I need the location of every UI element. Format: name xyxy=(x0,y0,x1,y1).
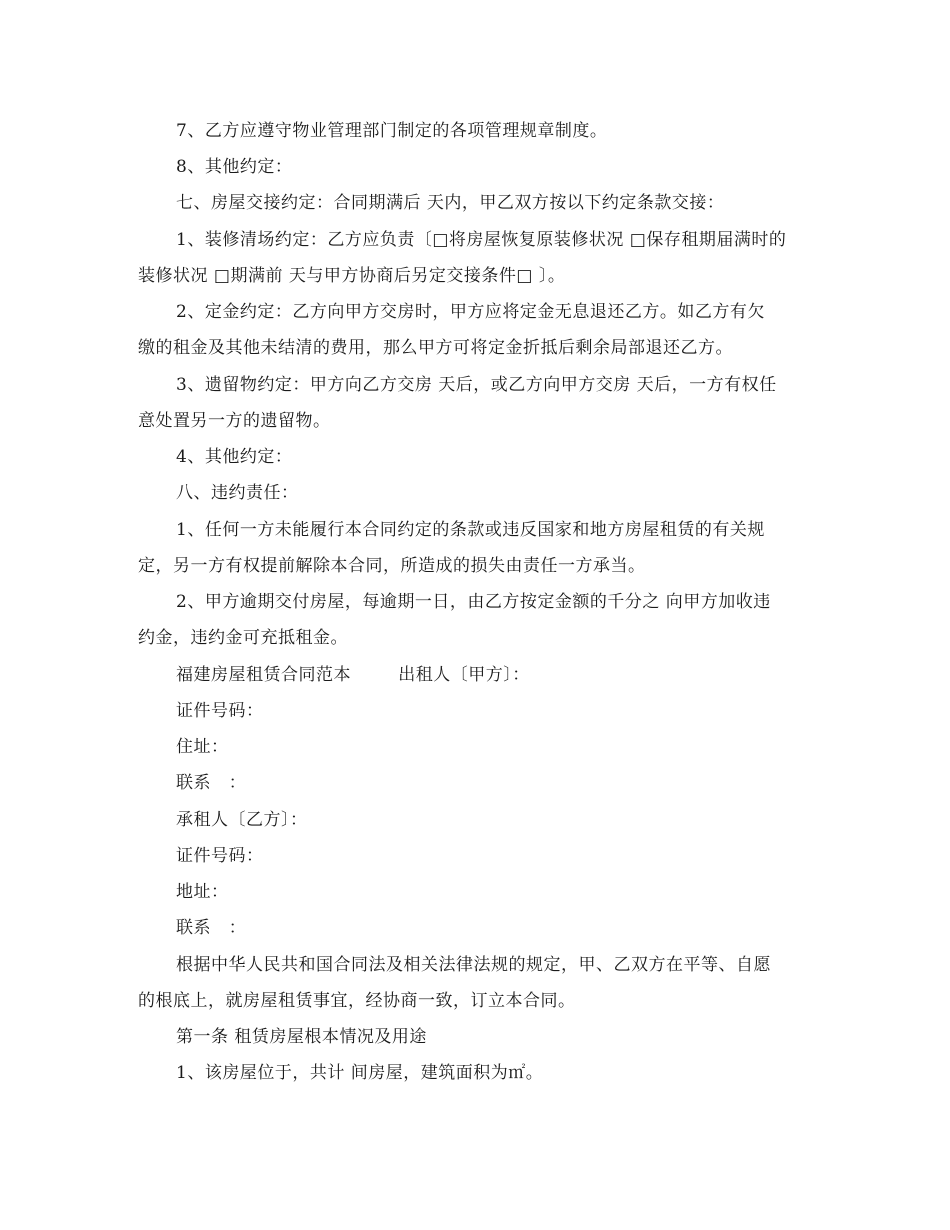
clause-line-continued: 约金，违约金可充抵租金。 xyxy=(138,628,348,648)
article-heading: 第一条 租赁房屋根本情况及用途 xyxy=(176,1027,427,1047)
field-label: 证件号码： xyxy=(176,846,264,866)
section-heading: 七、房屋交接约定：合同期满后 天内，甲乙双方按以下约定条款交接： xyxy=(176,193,725,213)
clause-line-continued: 装修状况 □期满前 天与甲方协商后另定交接条件□ 〕。 xyxy=(138,266,566,286)
field-label: 联系 ： xyxy=(176,773,247,793)
preamble-line: 根据中华人民共和国合同法及相关法律法规的规定，甲、乙双方在平等、自愿 xyxy=(176,955,771,975)
field-label: 证件号码： xyxy=(176,701,264,721)
clause-line: 1、装修清场约定：乙方应负责〔□将房屋恢复原装修状况 □保存租期届满时的 xyxy=(176,230,787,250)
clause-line-continued: 定，另一方有权提前解除本合同，所造成的损失由责任一方承当。 xyxy=(138,556,646,576)
contract-title-line: 福建房屋租赁合同范本 出租人〔甲方〕： xyxy=(176,665,530,685)
clause-line: 8、其他约定： xyxy=(176,157,293,177)
clause-line: 2、甲方逾期交付房屋，每逾期一日，由乙方按定金额的千分之 向甲方加收违 xyxy=(176,592,771,612)
field-label: 住址： xyxy=(176,737,229,757)
clause-line: 4、其他约定： xyxy=(176,447,293,467)
clause-line: 7、乙方应遵守物业管理部门制定的各项管理规章制度。 xyxy=(176,121,608,141)
section-heading: 八、违约责任： xyxy=(176,483,299,503)
clause-line: 3、遗留物约定：甲方向乙方交房 天后，或乙方向甲方交房 天后，一方有权任 xyxy=(176,375,777,395)
preamble-line-continued: 的根底上，就房屋租赁事宜，经协商一致，订立本合同。 xyxy=(138,991,576,1011)
field-label: 联系 ： xyxy=(176,918,247,938)
clause-line: 2、定金约定：乙方向甲方交房时，甲方应将定金无息退还乙方。如乙方有欠 xyxy=(176,302,765,322)
clause-line-continued: 缴的租金及其他未结清的费用，那么甲方可将定金折抵后剩余局部退还乙方。 xyxy=(138,338,733,358)
field-label: 承租人〔乙方〕： xyxy=(176,810,308,830)
clause-line: 1、该房屋位于，共计 间房屋，建筑面积为㎡。 xyxy=(176,1063,544,1083)
clause-line-continued: 意处置另一方的遗留物。 xyxy=(138,411,331,431)
field-label: 地址： xyxy=(176,882,229,902)
clause-line: 1、任何一方未能履行本合同约定的条款或违反国家和地方房屋租赁的有关规 xyxy=(176,520,765,540)
